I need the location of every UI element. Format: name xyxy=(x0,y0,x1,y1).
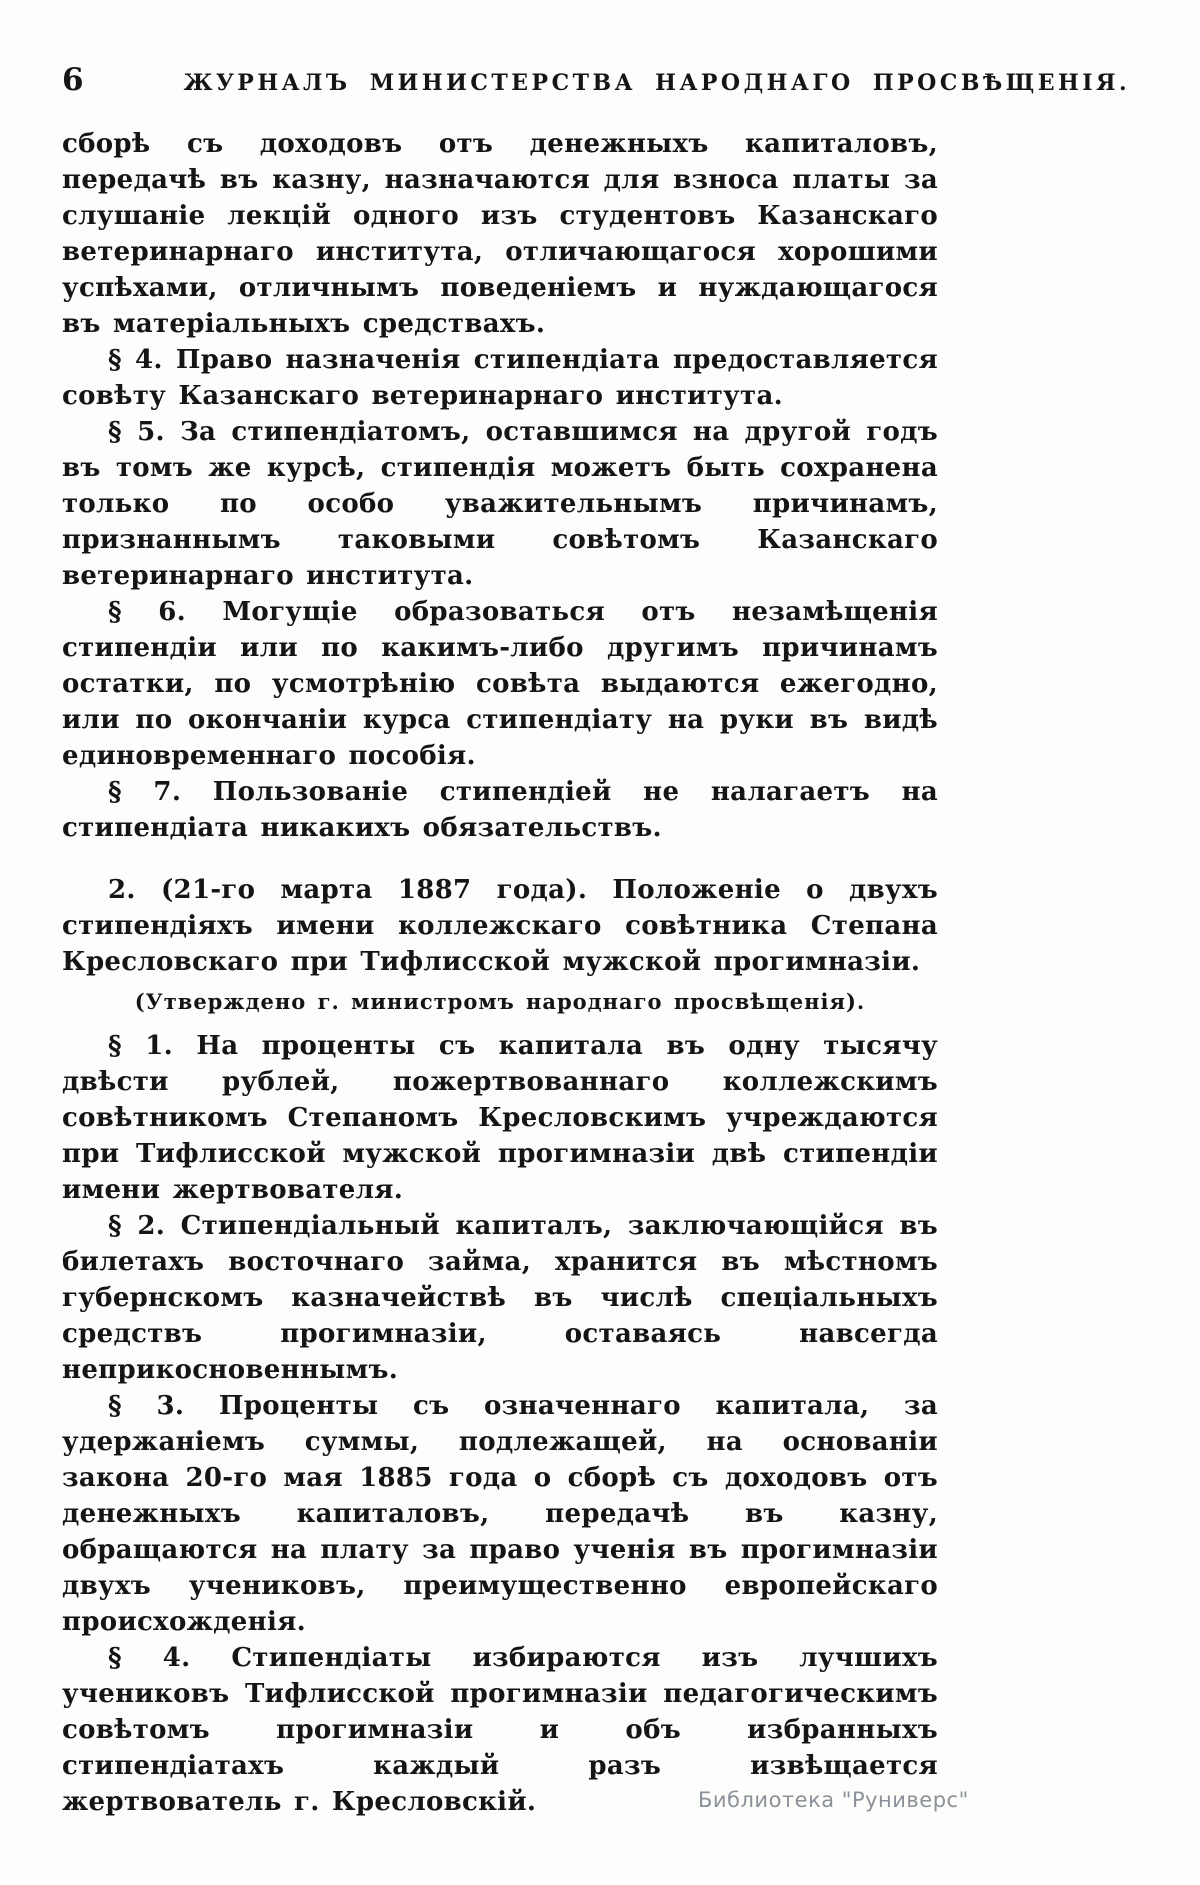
paragraph-statute-2: § 2. Стипендіальный капиталъ, заключающійся въ билетахъ восточнаго займа, хранится въ мѣстномъ губернскомъ казначействѣ въ числѣ спеціальныхъ средствъ прогимназіи, оставаясь навсегда неприкосновеннымъ. xyxy=(62,1211,938,1385)
paragraph-section-5: § 5. За стипендіатомъ, оставшимся на другой годъ въ томъ же курсѣ, стипендія можетъ быть сохранена только по особо уважительнымъ причинамъ, признаннымъ таковыми совѣтомъ Казанскаго ветеринарнаго института. xyxy=(62,417,938,591)
paragraph-continuation: сборѣ съ доходовъ отъ денежныхъ капиталовъ, передачѣ въ казну, назначаются для взноса платы за слушаніе лекцій одного изъ студентовъ Казанскаго ветеринарнаго института, отличающагося хорошими успѣхами, отличнымъ поведеніемъ и нуждающагося въ матеріальныхъ средствахъ. xyxy=(62,129,938,339)
paragraph-section-6: § 6. Могущіе образоваться отъ незамѣщенія стипендіи или по какимъ-либо другимъ причинамъ остатки, по усмотрѣнію совѣта выдаются ежегодно, или по окончаніи курса стипендіату на руки въ видѣ единовременнаго пособія. xyxy=(62,597,938,771)
document-body xyxy=(62,126,938,1820)
paragraph-statute-1: § 1. На проценты съ капитала въ одну тысячу двѣсти рублей, пожертвованнаго коллежскимъ совѣтникомъ Степаномъ Кресловскимъ учреждаются при Тифлисской мужской прогимназіи двѣ стипендіи имени жертвователя. xyxy=(62,1031,938,1205)
page-number: 6 xyxy=(62,62,84,98)
paragraph-section-7: § 7. Пользованіе стипендіей не налагаетъ на стипендіата никакихъ обязательствъ. xyxy=(62,777,938,843)
approval-note: (Утверждено г. министромъ народнаго просвѣщенія). xyxy=(134,989,866,1014)
paragraph-section-4: § 4. Право назначенія стипендіата предоставляется совѣту Казанскаго ветеринарнаго института. xyxy=(62,345,938,411)
journal-title: ЖУРНАЛЪ МИНИСТЕРСТВА НАРОДНАГО ПРОСВѢЩЕНІЯ. xyxy=(183,70,1131,96)
page-header xyxy=(62,62,1131,98)
paragraph-statute-3: § 3. Проценты съ означеннаго капитала, за удержаніемъ суммы, подлежащей, на основаніи закона 20-го мая 1885 года о сборѣ съ доходовъ отъ денежныхъ капиталовъ, передачѣ въ казну, обращаются на плату за право ученія въ прогимназіи двухъ учениковъ, преимущественно европейскаго происхожденія. xyxy=(62,1391,938,1637)
library-watermark: Библиотека "Руниверс" xyxy=(698,1788,969,1812)
statute-heading: 2. (21-го марта 1887 года). Положеніе о двухъ стипендіяхъ имени коллежскаго совѣтника Степана Кресловскаго при Тифлисской мужской прогимназіи. xyxy=(62,875,938,977)
paragraph-statute-4: § 4. Стипендіаты избираются изъ лучшихъ учениковъ Тифлисской прогимназіи педагогическимъ совѣтомъ прогимназіи и объ избранныхъ стипендіатахъ каждый разъ извѣщается жертвователь г. Кресловскій. xyxy=(62,1643,938,1817)
